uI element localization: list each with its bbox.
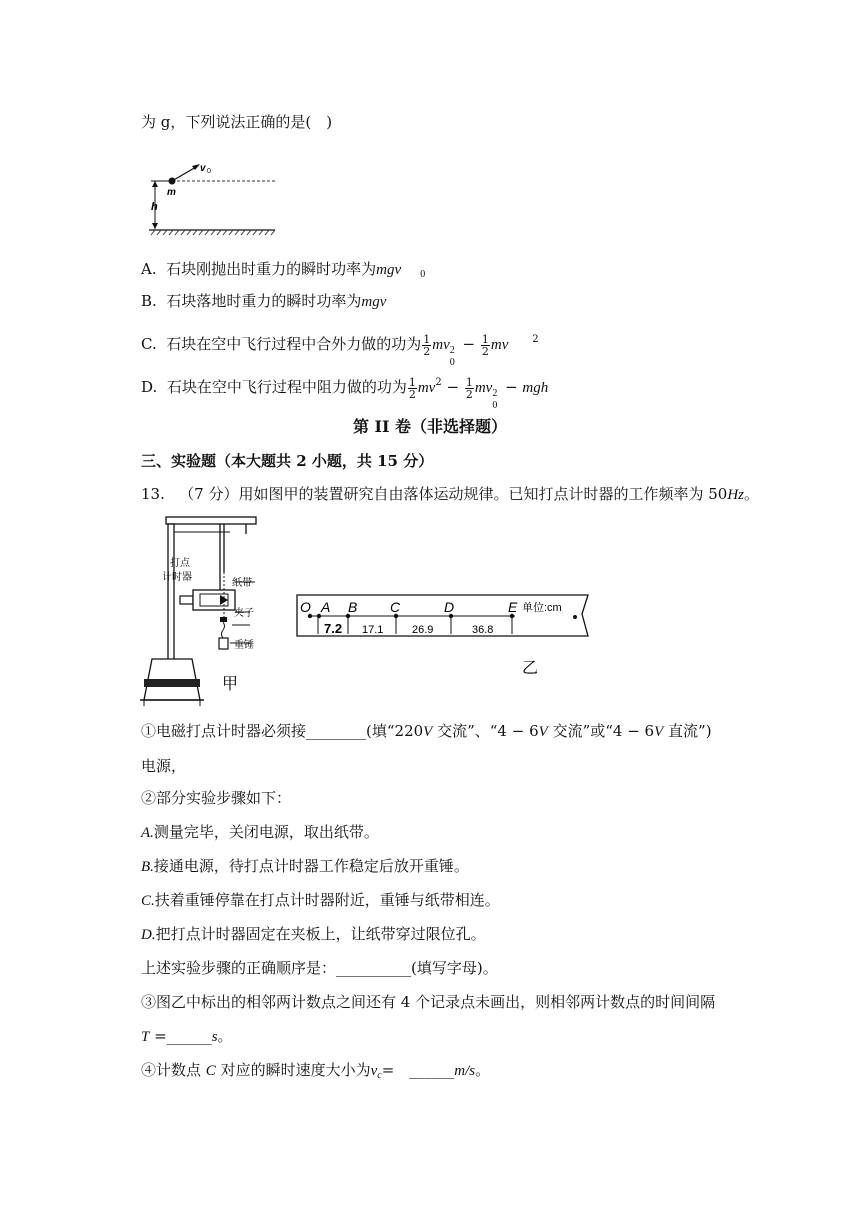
item-1: ①电磁打点计时器必须接________(填“220V 交流”、“4 − 6V 交流”或“4 − 6V 直流”): [141, 722, 712, 740]
v0-label: v: [200, 163, 206, 174]
item-4: ④计数点 C 对应的瞬时速度大小为$v_c=$ ______m/s。: [141, 1061, 491, 1081]
timer-label-2: 计时器: [162, 572, 192, 583]
step-b: B.接通电源，待打点计时器工作稳定后放开重锤。: [141, 857, 469, 875]
dist-bc: 17.1: [362, 624, 384, 636]
item-2: ②部分实验步骤如下：: [141, 789, 292, 807]
step-c: C.扶着重锤停靠在打点计时器附近，重锤与纸带相连。: [141, 891, 500, 909]
option-d: D. 石块在空中飞行过程中阻力做的功为 $\frac{1}{2}$ $mv^2$ − $\frac{1}{2}$ mv 2 0 − mgh: [141, 375, 549, 411]
projectile-figure: [145, 155, 280, 240]
unit-label: 单位:cm: [522, 602, 562, 614]
option-a: A. 石块刚抛出时重力的瞬时功率为mgv $_0$: [141, 260, 426, 280]
caption-jia: 甲: [222, 676, 239, 693]
clip-label: 夹子: [234, 608, 254, 619]
order-question: 上述实验步骤的正确顺序是：__________(填写字母)。: [141, 959, 498, 977]
point-b: B: [348, 599, 358, 615]
caption-yi: 乙: [522, 660, 539, 677]
dist-de: 36.8: [472, 624, 494, 636]
question-intro-tail: 为 g，下列说法正确的是( ): [141, 113, 333, 131]
timer-label-1: 打点: [170, 558, 190, 569]
weight-label: 重锤: [234, 640, 254, 651]
paper-tape-figure-yi: [290, 590, 600, 680]
point-e: E: [508, 599, 518, 615]
point-d: D: [444, 599, 455, 615]
dist-cd: 26.9: [412, 624, 434, 636]
item-3-cont: T =______s。: [141, 1027, 233, 1045]
item-1-cont: 电源，: [141, 757, 187, 775]
point-a: A: [321, 599, 331, 615]
step-d: D.把打点计时器固定在夹板上，让纸带穿过限位孔。: [141, 925, 486, 943]
mass-label: m: [167, 187, 176, 198]
height-label: h: [151, 201, 158, 213]
tape-label: 纸带: [232, 578, 252, 589]
option-c: C. 石块在空中飞行过程中合外力做的功为 $\frac{1}{2}$ mv 2 0 − $\frac{1}{2}$ mv $^2$: [141, 332, 539, 368]
step-a: A.测量完毕，关闭电源，取出纸带。: [141, 823, 379, 841]
apparatus-figure-jia: [140, 512, 270, 707]
dist-ab: 7.2: [324, 621, 343, 636]
section-title: 第 II 卷（非选择题）: [352, 417, 508, 436]
point-c: C: [390, 599, 401, 615]
svg-text:0: 0: [207, 168, 211, 175]
question-13: 13. （7 分）用如图甲的装置研究自由落体运动规律。已知打点计时器的工作频率为 50Hz。: [141, 485, 760, 503]
point-o: O: [300, 599, 311, 615]
section-heading: 三、实验题（本大题共 2 小题，共 15 分）: [141, 452, 434, 470]
option-b: B. 石块落地时重力的瞬时功率为mgv: [141, 292, 387, 310]
item-3: ③图乙中标出的相邻两计数点之间还有 4 个记录点未画出，则相邻两计数点的时间间隔: [141, 993, 716, 1011]
